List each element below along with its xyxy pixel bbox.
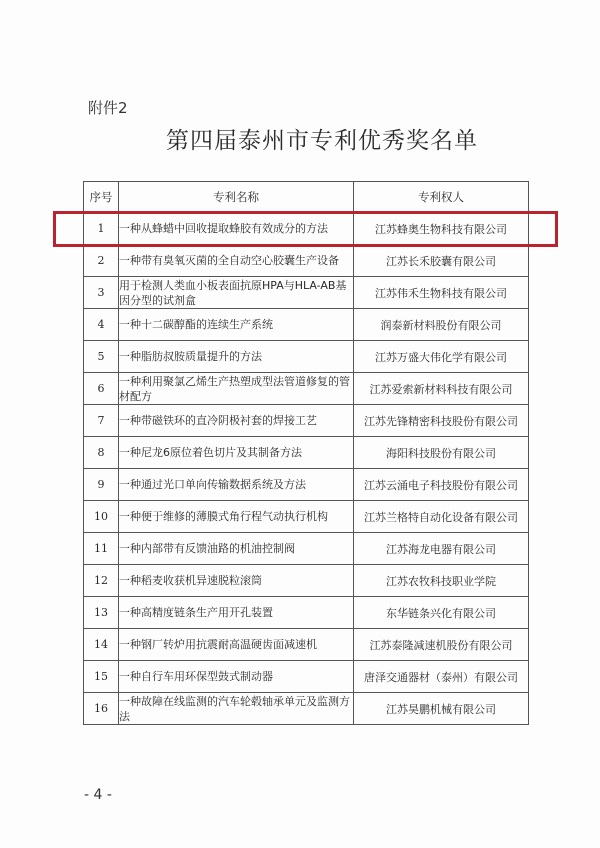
row-index: 12	[84, 565, 119, 597]
row-index: 10	[84, 501, 119, 533]
patentee: 江苏云涌电子科技股份有限公司	[354, 469, 529, 501]
table-row	[84, 309, 529, 341]
patent-name: 一种内部带有反馈油路的机油控制阀	[119, 533, 354, 565]
patent-name: 一种带磁铁环的直冷阴极衬套的焊接工艺	[119, 405, 354, 437]
table-row	[84, 245, 529, 277]
patentee: 江苏海龙电器有限公司	[354, 533, 529, 565]
patentee: 润泰新材料股份有限公司	[354, 309, 529, 341]
patentee: 江苏蜂奥生物科技有限公司	[354, 213, 529, 245]
patent-name: 一种脂肪叔胺质量提升的方法	[119, 341, 354, 373]
table-row	[84, 693, 529, 725]
header-patent-name: 专利名称	[119, 182, 354, 213]
row-index: 16	[84, 693, 119, 725]
patent-name: 一种高精度链条生产用开孔装置	[119, 597, 354, 629]
row-index: 1	[84, 213, 119, 245]
row-index: 15	[84, 661, 119, 693]
row-index: 3	[84, 277, 119, 309]
table-row	[84, 533, 529, 565]
patent-name: 一种通过光口单向传输数据系统及方法	[119, 469, 354, 501]
attachment-label: 附件2	[88, 99, 128, 117]
patent-name: 一种带有臭氧灭菌的全自动空心胶囊生产设备	[119, 245, 354, 277]
patent-name: 一种钢厂转炉用抗震耐高温硬齿面减速机	[119, 629, 354, 661]
table-row	[84, 277, 529, 309]
patentee: 江苏兰格特自动化设备有限公司	[354, 501, 529, 533]
table-row	[84, 341, 529, 373]
patentee: 江苏爱索新材料科技有限公司	[354, 373, 529, 405]
table-row	[84, 597, 529, 629]
row-index: 4	[84, 309, 119, 341]
table-row	[84, 213, 529, 245]
table-row	[84, 469, 529, 501]
table-row	[84, 565, 529, 597]
patentee: 江苏万盛大伟化学有限公司	[354, 341, 529, 373]
patentee: 东华链条兴化有限公司	[354, 597, 529, 629]
row-index: 11	[84, 533, 119, 565]
table-row	[84, 373, 529, 405]
patentee: 唐泽交通器材（泰州）有限公司	[354, 661, 529, 693]
patent-name: 用于检测人类血小板表面抗原HPA与HLA-AB基因分型的试剂盒	[119, 277, 354, 309]
patentee: 江苏长禾胶囊有限公司	[354, 245, 529, 277]
patent-name: 一种稻麦收获机异速脱粒滚筒	[119, 565, 354, 597]
row-index: 2	[84, 245, 119, 277]
patentee: 江苏伟禾生物科技有限公司	[354, 277, 529, 309]
patent-name: 一种从蜂蜡中回收提取蜂胶有效成分的方法	[119, 213, 354, 245]
row-index: 14	[84, 629, 119, 661]
patent-name: 一种尼龙6原位着色切片及其制备方法	[119, 437, 354, 469]
patent-name: 一种利用聚氯乙烯生产热塑成型法管道修复的管材配方	[119, 373, 354, 405]
header-patentee: 专利权人	[354, 182, 529, 213]
row-index: 5	[84, 341, 119, 373]
table-row	[84, 661, 529, 693]
patent-name: 一种故障在线监测的汽车轮毂轴承单元及监测方法	[119, 693, 354, 725]
row-index: 7	[84, 405, 119, 437]
row-index: 8	[84, 437, 119, 469]
row-index: 13	[84, 597, 119, 629]
table-row	[84, 437, 529, 469]
page-title: 第四届泰州市专利优秀奖名单	[166, 128, 478, 154]
patent-name: 一种自行车用环保型鼓式制动器	[119, 661, 354, 693]
table-row	[84, 405, 529, 437]
table-header-row	[84, 182, 529, 213]
page-number: - 4 -	[84, 787, 112, 803]
award-table	[83, 181, 529, 725]
patent-name: 一种十二碳醇酯的连续生产系统	[119, 309, 354, 341]
table-row	[84, 629, 529, 661]
patentee: 江苏先锋精密科技股份有限公司	[354, 405, 529, 437]
patentee: 江苏农牧科技职业学院	[354, 565, 529, 597]
patentee: 江苏昊鹏机械有限公司	[354, 693, 529, 725]
patentee: 江苏泰隆减速机股份有限公司	[354, 629, 529, 661]
patent-name: 一种便于维修的薄膜式角行程气动执行机构	[119, 501, 354, 533]
row-index: 6	[84, 373, 119, 405]
header-index: 序号	[84, 182, 119, 213]
patentee: 海阳科技股份有限公司	[354, 437, 529, 469]
row-index: 9	[84, 469, 119, 501]
table-row	[84, 501, 529, 533]
